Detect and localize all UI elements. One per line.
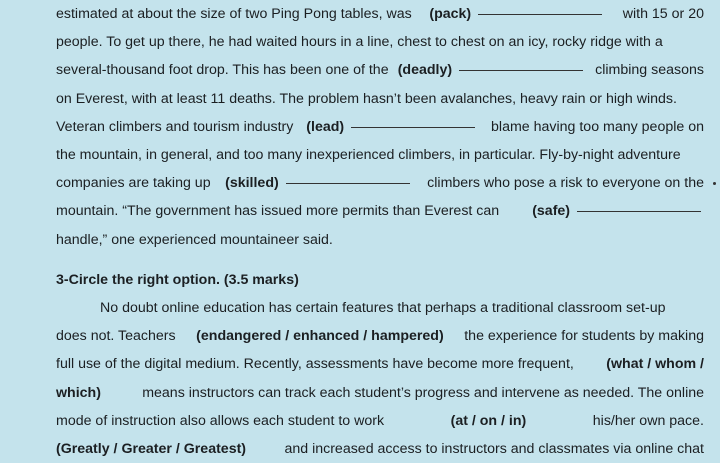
section-title: 3-Circle the right option. (3.5 marks) [56, 271, 299, 288]
text: the experience for students by making [460, 328, 704, 345]
ex3-line-5 [56, 407, 704, 435]
margin-mark [713, 182, 716, 185]
text: and increased access to instructors and classmates via online chat [280, 440, 704, 457]
text: his/her own pace. [588, 412, 704, 429]
text: No doubt online education has certain features that perhaps a traditional classroom set-up [100, 299, 666, 316]
ex2-line-9: handle,” one experienced mountaineer said. [56, 231, 333, 248]
option-set[interactable]: (endangered / enhanced / hampered) [196, 328, 444, 345]
text: Veteran climbers and tourism industry [56, 118, 298, 135]
text: climbing seasons [591, 62, 704, 79]
ex3-line-6 [56, 435, 704, 463]
word-cue: (lead) [306, 118, 345, 135]
ex2-line-8 [56, 197, 704, 225]
option-set[interactable]: which) [56, 384, 101, 401]
text: blame having too many people on [487, 118, 704, 135]
text: climbers who pose a risk to everyone on the [423, 175, 704, 192]
ex3-line-2 [56, 322, 704, 350]
ex2-line-6: the mountain, in general, and too many inexperienced climbers, in particular. Fly-by-night adventure [56, 146, 681, 163]
word-cue: (skilled) [225, 175, 279, 192]
answer-blank[interactable] [577, 210, 701, 212]
ex3-line-3 [56, 350, 704, 378]
answer-blank[interactable] [351, 126, 475, 128]
text: companies are taking up [56, 175, 215, 192]
answer-blank[interactable] [478, 13, 602, 15]
answer-blank[interactable] [459, 69, 583, 71]
worksheet-page [56, 0, 704, 463]
word-cue: (pack) [429, 6, 472, 22]
ex3-line-1 [56, 294, 704, 322]
word-cue: (safe) [532, 203, 571, 220]
text: with 15 or 20 [618, 6, 704, 22]
option-set[interactable]: (Greatly / Greater / Greatest) [56, 440, 247, 457]
option-set[interactable]: (at / on / in) [450, 412, 527, 429]
text: several-thousand foot drop. This has been one of the [56, 62, 393, 79]
ex2-line-3 [56, 56, 704, 84]
ex2-line-5 [56, 113, 704, 141]
ex2-line-7 [56, 169, 704, 197]
ex2-line-1 [56, 0, 704, 28]
ex2-line-2: people. To get up there, he had waited hours in a line, chest to chest on an icy, rocky ridge with a [56, 34, 663, 51]
text: mountain. “The government has issued more permits than Everest can [56, 203, 504, 220]
text: full use of the digital medium. Recently, assessments have become more frequent, [56, 356, 578, 373]
text: means instructors can track each student’s progress and intervene as needed. The online [138, 384, 704, 401]
text: estimated at about the size of two Ping Pong tables, was [56, 6, 416, 22]
word-cue: (deadly) [397, 62, 453, 79]
text: mode of instruction also allows each student to work [56, 412, 388, 429]
answer-blank[interactable] [286, 182, 410, 184]
ex3-line-4 [56, 379, 704, 407]
ex2-line-4: on Everest, with at least 11 deaths. The problem hasn’t been avalanches, heavy rain or high winds. [56, 90, 677, 107]
option-set[interactable]: (what / whom / [606, 356, 704, 373]
text: does not. Teachers [56, 328, 180, 345]
